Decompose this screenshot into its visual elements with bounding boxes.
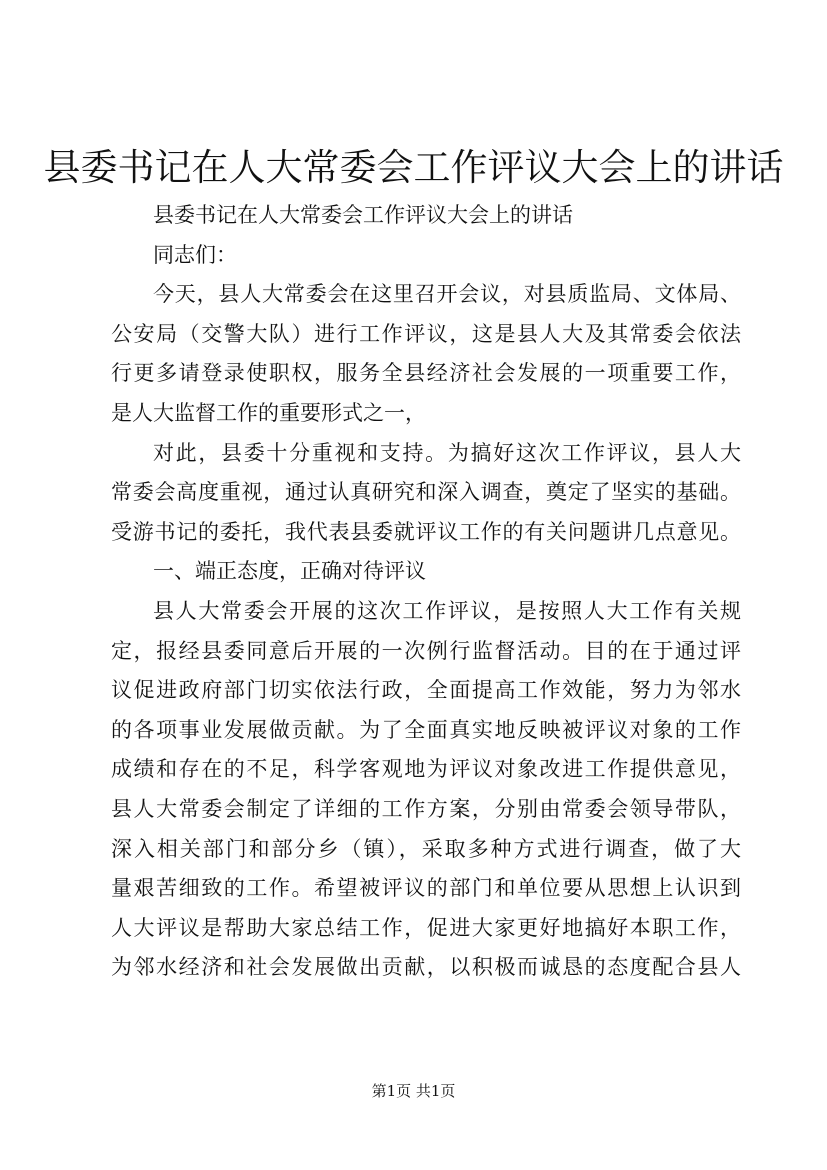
paragraph-line: 今天，县人大常委会在这里召开会议，对县质监局、文体局、 [153,282,741,307]
paragraph-line: 行更多请登录使职权，服务全县经济社会发展的一项重要工作， [111,361,741,386]
document-body [111,196,741,988]
paragraph-line: 同志们： [153,242,237,267]
paragraph-line: 对此，县委十分重视和支持。为搞好这次工作评议，县人大 [153,440,741,465]
paragraph-line: 县人大常委会制定了详细的工作方案，分别由常委会领导带队， [111,796,741,821]
paragraph-line: 是人大监督工作的重要形式之一， [111,400,426,425]
paragraph-line: 定，报经县委同意后开展的一次例行监督活动。目的在于通过评 [111,638,741,663]
paragraph-line: 深入相关部门和部分乡（镇），采取多种方式进行调查，做了大 [111,836,741,861]
document-title: 县委书记在人大常委会工作评议大会上的讲话 [43,146,784,189]
section-heading: 一、端正态度，正确对待评议 [153,559,426,584]
paragraph-line: 人大评议是帮助大家总结工作，促进大家更好地搞好本职工作， [111,915,741,940]
paragraph-line: 的各项事业发展做贡献。为了全面真实地反映被评议对象的工作 [111,717,741,742]
paragraph-line: 县人大常委会开展的这次工作评议，是按照人大工作有关规 [153,598,741,623]
paragraph-line: 公安局（交警大队）进行工作评议，这是县人大及其常委会依法 [111,321,741,346]
paragraph-line: 常委会高度重视，通过认真研究和深入调查，奠定了坚实的基础。 [111,480,741,505]
paragraph-line: 量艰苦细致的工作。希望被评议的部门和单位要从思想上认识到 [111,876,741,901]
paragraph-line: 受游书记的委托，我代表县委就评议工作的有关问题讲几点意见。 [111,519,741,544]
paragraph-line: 议促进政府部门切实依法行政，全面提高工作效能，努力为邻水 [111,678,741,703]
paragraph-line: 为邻水经济和社会发展做出贡献，以积极而诚恳的态度配合县人 [111,955,741,980]
page-number-footer: 第1页 共1页 [371,1082,456,1100]
paragraph-line: 成绩和存在的不足，科学客观地为评议对象改进工作提供意见， [111,757,741,782]
paragraph-line: 县委书记在人大常委会工作评议大会上的讲话 [153,203,573,227]
